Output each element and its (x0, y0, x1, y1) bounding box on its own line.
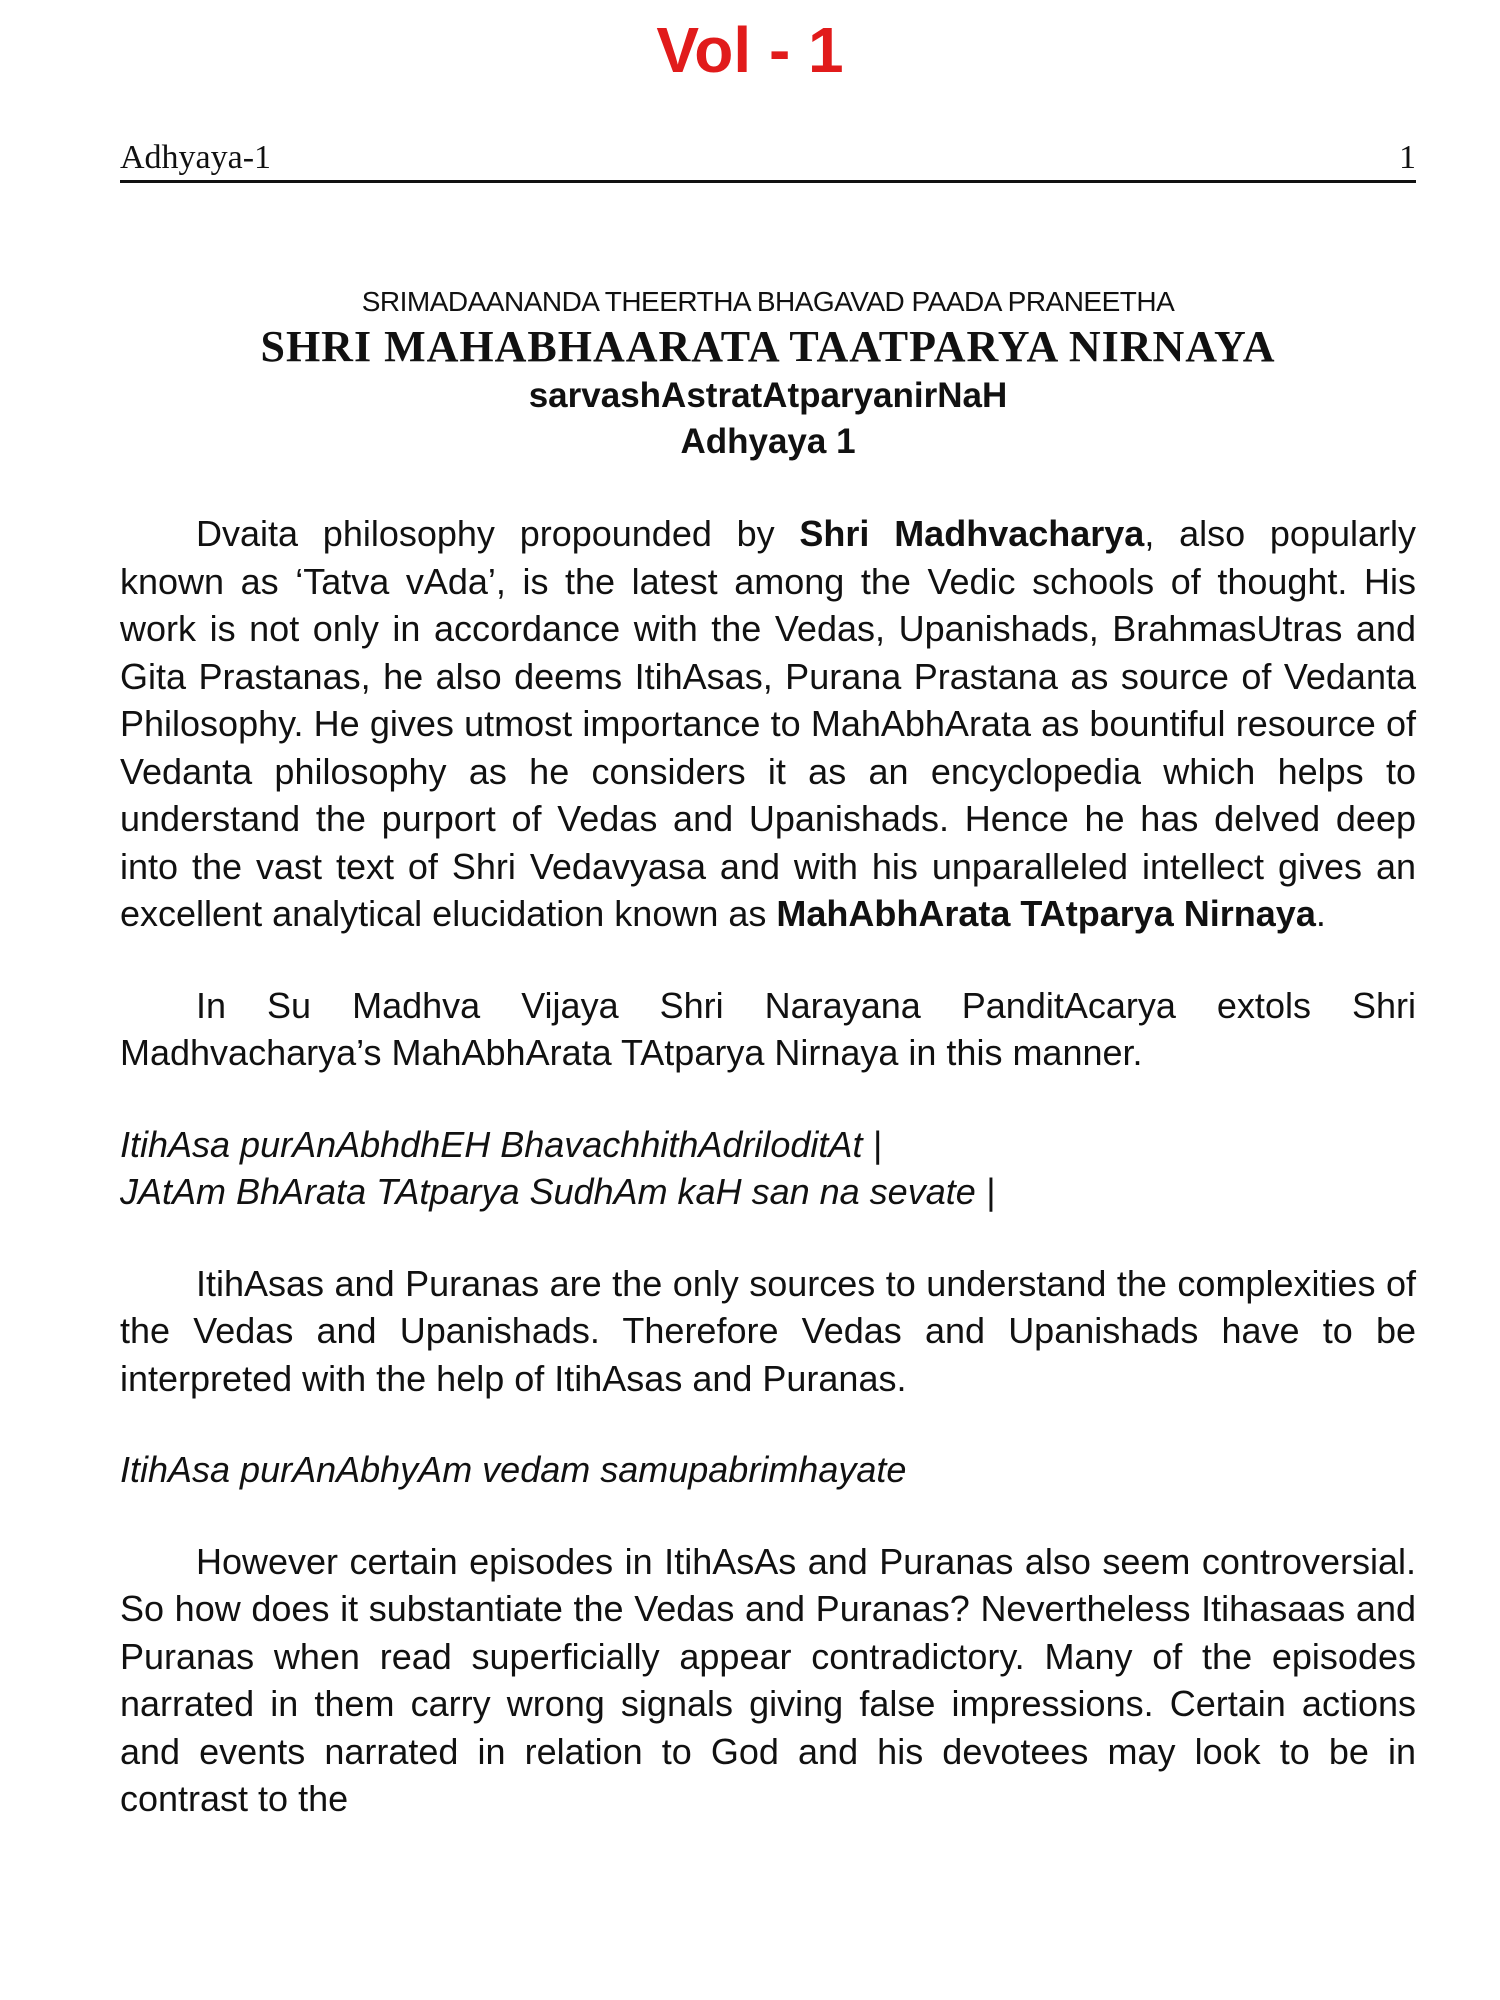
chapter-heading: Adhyaya 1 (680, 422, 856, 461)
paragraph-controversial: However certain episodes in ItihAsAs and Puranas also seem controversial. So how does it substantiate the Vedas and Puranas? Nevertheless Itihasaas and Puranas when read superficially appear contradictory. Many of the episodes narrated in them carry wrong signals giving false impressions. Certain actions and events narrated in relation to God and his devotees may look to be in contrast to the (120, 1540, 1416, 1819)
supertitle: SRIMADAANANDA THEERTHA BHAGAVAD PAADA PRANEETHA (361, 286, 1175, 317)
volume-label: Vol - 1 (656, 14, 844, 86)
verse-line-1: ItihAsa purAnAbhdhEH BhavachhithAdriloditAt | (120, 1123, 882, 1165)
title-block (120, 283, 1416, 465)
author-name-bold: Shri Madhvacharya (799, 513, 1145, 554)
paragraph-intro-text-a: Dvaita philosophy propounded by (196, 513, 800, 554)
subtitle: sarvashAstratAtparyanirNaH (528, 376, 1008, 415)
paragraph-intro (120, 510, 1416, 938)
running-head (120, 136, 1416, 183)
page-number: 1 (1399, 139, 1416, 176)
paragraph-intro-text-b: , also popularly known as ‘Tatva vAda’, is the latest among the Vedic schools of thought. His work is not only in accordance with the Vedas, Upanishads, BrahmasUtras and Gita Prastanas, he also deems ItihAsas, Purana Prastana as source of Vedanta Philosophy. He gives utmost importance to MahAbhArata as bountiful resource of Vedanta philosophy as he considers it as an encyclopedia which helps to understand the purport of Vedas and Upanishads. Hence he has delved deep into the vast text of Shri Vedavyasa and with his unparalleled intellect gives an excellent analytical elucidation known as (120, 513, 1416, 934)
paragraph-intro-text-c: . (1315, 893, 1326, 934)
main-title: SHRI MAHABHAARATA TAATPARYA NIRNAYA (260, 322, 1276, 371)
work-title-bold: MahAbhArata TAtparya Nirnaya (776, 893, 1316, 934)
body-text (120, 510, 1416, 1823)
running-head-chapter: Adhyaya-1 (120, 139, 272, 176)
verse-itihasa: ItihAsa purAnAbhyAm vedam samupabrimhayate (120, 1449, 907, 1490)
paragraph-itihasas: ItihAsas and Puranas are the only sources to understand the complexities of the Vedas and Upanishads. Therefore Vedas and Upanishads have to be interpreted with the help of ItihAsas and Puranas. (120, 1262, 1416, 1399)
verse-line-2: JAtAm BhArata TAtparya SudhAm kaH san na sevate | (120, 1171, 996, 1212)
paragraph-madhva-vijaya: In Su Madhva Vijaya Shri Narayana PanditAcarya extols Shri Madhvacharya’s MahAbhArata TAtparya Nirnaya in this manner. (120, 984, 1416, 1073)
